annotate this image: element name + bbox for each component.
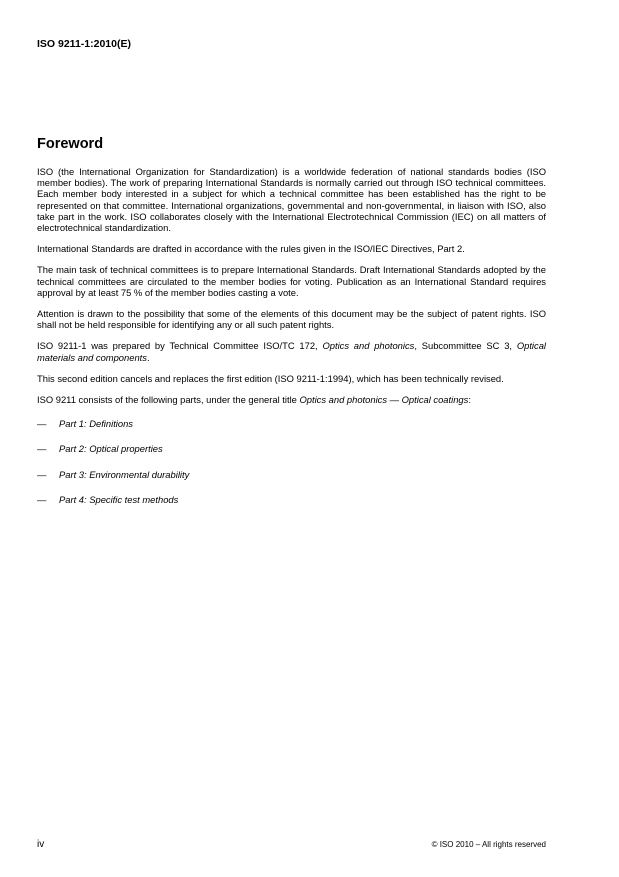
paragraph-drafting-rules: International Standards are drafted in accordance with the rules given in the ISO/IEC Directives, Part 2. xyxy=(37,243,465,255)
paragraph-prepared-by xyxy=(37,340,546,362)
prepared-by-end: . xyxy=(146,351,150,363)
paragraph-iso-intro: ISO (the International Organization for Standardization) is a worldwide federation of national standards bodies (ISO member bodies). The work of preparing International Standards is normally carried out through ISO technical committees. Each member body interested in a subject for which a technical committee has been established has the right to be represented on that committee. International organizations, governmental and non-governmental, in liaison with ISO, also take part in the work. ISO collaborates closely with the International Electrotechnical Commission (IEC) on all matters of electrotechnical standardization. xyxy=(37,166,546,234)
part-label: Part 4: Specific test methods xyxy=(59,493,179,505)
committee-title: Optics and photonics xyxy=(322,340,415,352)
parts-intro-lead: ISO 9211 consists of the following parts, under the general title xyxy=(37,394,300,406)
parts-list xyxy=(37,418,546,505)
list-item xyxy=(37,418,546,429)
subcommittee-title: Optical materials and components xyxy=(37,340,546,363)
em-dash: — xyxy=(37,443,47,455)
em-dash: — xyxy=(37,468,47,480)
list-item xyxy=(37,469,546,480)
prepared-by-lead: ISO 9211-1 was prepared by Technical Committee ISO/TC 172, xyxy=(37,340,323,352)
paragraph-committee-task: The main task of technical committees is to prepare International Standards. Draft International Standards adopted by the technical committees are circulated to the member bodies for voting. Publication as an International Standard requires approval by at least 75 % of the member bodies casting a vote. xyxy=(37,264,546,298)
page-number: iv xyxy=(37,839,45,850)
part-label: Part 3: Environmental durability xyxy=(59,468,190,480)
document-id-header: ISO 9211-1:2010(E) xyxy=(37,38,131,50)
copyright-notice: © ISO 2010 – All rights reserved xyxy=(431,840,546,849)
paragraph-patent-rights: Attention is drawn to the possibility that some of the elements of this document may be the subject of patent rights. ISO shall not be held responsible for identifying any or all such patent rights. xyxy=(37,308,546,331)
general-title: Optics and photonics — Optical coatings xyxy=(299,394,469,406)
paragraph-parts-intro xyxy=(37,394,546,405)
paragraph-edition: This second edition cancels and replaces the first edition (ISO 9211-1:1994), which has been technically revised. xyxy=(37,372,504,384)
list-item xyxy=(37,494,546,505)
part-label: Part 1: Definitions xyxy=(59,418,133,430)
list-item xyxy=(37,443,546,454)
prepared-by-middle: , Subcommittee SC 3, xyxy=(414,340,517,352)
part-label: Part 2: Optical properties xyxy=(59,443,163,455)
page-title: Foreword xyxy=(37,136,104,152)
parts-intro-end: : xyxy=(468,394,471,406)
em-dash: — xyxy=(37,418,47,430)
foreword-body xyxy=(37,166,546,519)
em-dash: — xyxy=(37,493,47,505)
